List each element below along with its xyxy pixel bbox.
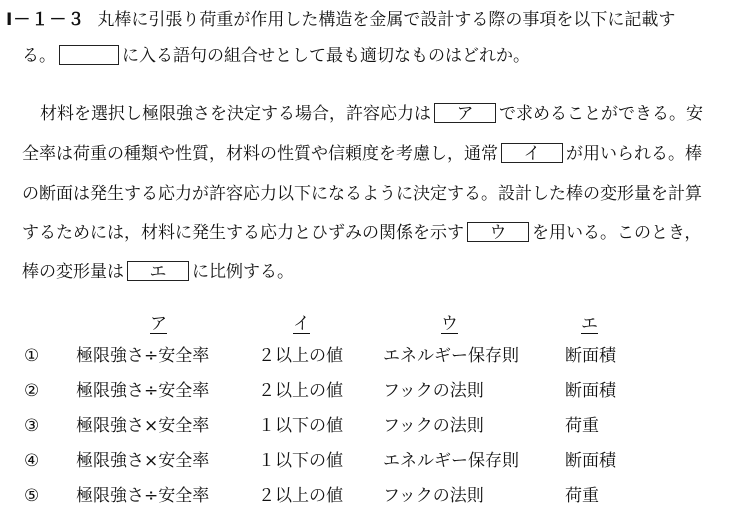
passage-line-3 (22, 183, 702, 205)
blank-box (59, 45, 119, 65)
question-stem-2-post: に入る語句の組合せとして最も適切なものはどれか。 (122, 46, 530, 66)
option-a: 極限強さ÷安全率 (76, 381, 210, 401)
option-e: 荷重 (565, 486, 599, 506)
passage-line-4 (22, 222, 701, 244)
option-a: 極限強さ×安全率 (76, 416, 210, 436)
option-i: １以下の値 (258, 451, 343, 471)
passage-text: 材料を選択し極限強さを決定する場合，許容応力は (40, 104, 431, 124)
passage-text: を用いる。このとき， (532, 223, 702, 243)
option-u: フックの法則 (383, 486, 484, 506)
option-e: 断面積 (565, 451, 616, 471)
option-i: １以下の値 (258, 416, 343, 436)
option-a: 極限強さ×安全率 (76, 451, 210, 471)
passage-text: 棒の変形量は (22, 262, 124, 282)
table-header-a: ア (150, 314, 167, 334)
passage-line-1 (40, 103, 703, 125)
question-line-2 (22, 45, 530, 67)
answer-box-i: イ (501, 143, 563, 163)
option-e: 荷重 (565, 416, 599, 436)
option-a: 極限強さ÷安全率 (76, 346, 210, 366)
table-header-e: エ (581, 314, 598, 334)
option-u: フックの法則 (383, 381, 484, 401)
passage-text: 全率は荷重の種類や性質，材料の性質や信頼度を考慮し，通常 (22, 144, 498, 164)
answer-box-a: ア (434, 103, 496, 123)
option-e: 断面積 (565, 346, 616, 366)
option-number: ① (24, 346, 40, 366)
passage-line-5 (22, 261, 294, 283)
answer-box-u: ウ (467, 222, 529, 242)
option-number: ③ (24, 416, 40, 436)
passage-text: の断面は発生する応力が許容応力以下になるように決定する。設計した棒の変形量を計算 (22, 184, 702, 204)
passage-text: するためには，材料に発生する応力とひずみの関係を示す (22, 223, 464, 243)
option-a: 極限強さ÷安全率 (76, 486, 210, 506)
option-u: フックの法則 (383, 416, 484, 436)
option-number: ④ (24, 451, 40, 471)
question-number: Ⅰ－１－３ (6, 10, 86, 30)
option-number: ⑤ (24, 486, 40, 506)
table-header-u: ウ (441, 314, 458, 334)
option-i: ２以上の値 (258, 346, 343, 366)
option-number: ② (24, 381, 40, 401)
table-header-i: イ (293, 314, 310, 334)
answer-box-e: エ (127, 261, 189, 281)
option-i: ２以上の値 (258, 486, 343, 506)
passage-line-2 (22, 143, 702, 165)
passage-text: に比例する。 (192, 262, 294, 282)
question-stem-2-pre: る。 (22, 46, 56, 66)
question-line-1 (6, 9, 675, 31)
option-e: 断面積 (565, 381, 616, 401)
passage-text: で求めることができる。安 (499, 104, 703, 124)
question-stem-1: 丸棒に引張り荷重が作用した構造を金属で設計する際の事項を以下に記載す (97, 10, 676, 30)
passage-text: が用いられる。棒 (566, 144, 702, 164)
option-i: ２以上の値 (258, 381, 343, 401)
option-u: エネルギー保存則 (383, 451, 519, 471)
option-u: エネルギー保存則 (383, 346, 519, 366)
